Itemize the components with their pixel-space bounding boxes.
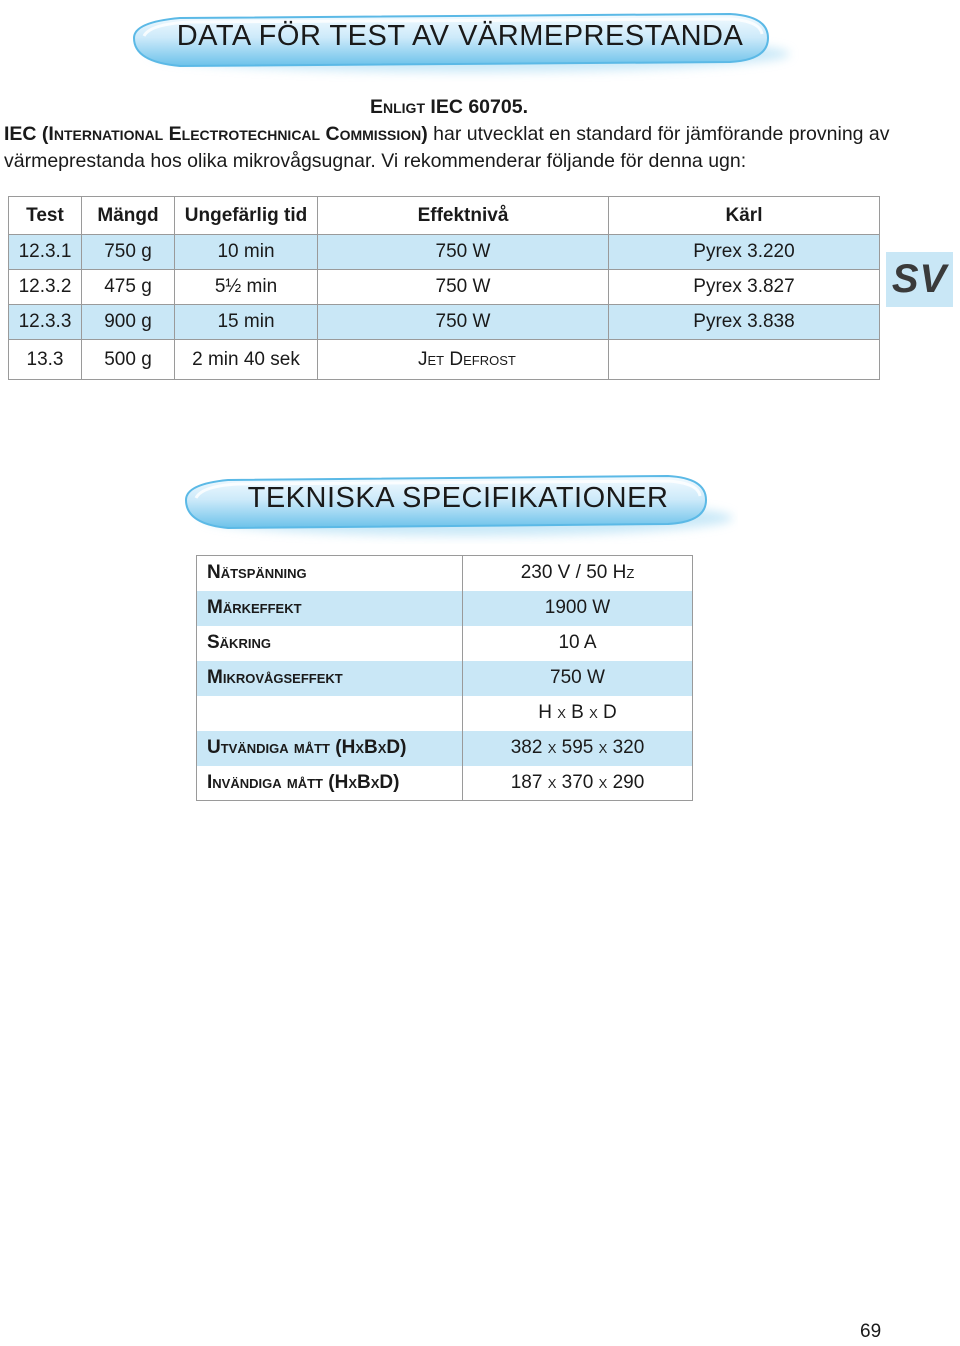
cell-vessel: Pyrex 3.220 [609,235,880,270]
spec-label: Märkeffekt [197,591,463,626]
spec-label: Utvändiga mått (HxBxD) [197,731,463,766]
intro-body: har utvecklat en standard för jämförande provning av värmeprestanda hos olika mikrovågsugnar. Vi rekommenderar följande för denna ugn: [4,123,890,172]
table-row [197,696,693,731]
spec-label [197,696,463,731]
table-row [197,591,693,626]
intro-text [4,121,894,175]
header-vessel: Kärl [609,197,880,235]
language-tab [886,252,953,307]
intro-paragraph [4,94,894,175]
cell-time: 10 min [175,235,318,270]
cell-amount: 475 g [82,270,175,305]
cell-amount: 500 g [82,340,175,380]
spec-value: H x B x D [463,696,693,731]
header-power-level: Effektnivå [318,197,609,235]
table-row [9,340,880,380]
spec-label: Säkring [197,626,463,661]
spec-label: Invändiga mått (HxBxD) [197,766,463,801]
spec-label: Nätspänning [197,556,463,591]
cell-time: 5½ min [175,270,318,305]
table-row [197,626,693,661]
header-amount: Mängd [82,197,175,235]
table-row [9,270,880,305]
table-row [197,556,693,591]
spec-value: 382 x 595 x 320 [463,731,693,766]
cell-vessel: Pyrex 3.827 [609,270,880,305]
cell-power: 750 W [318,270,609,305]
table-row [197,661,693,696]
cell-test: 12.3.2 [9,270,82,305]
spec-value: 230 V / 50 Hz [463,556,693,591]
table-row [9,305,880,340]
page-number: 69 [860,1321,882,1342]
table-row [197,731,693,766]
header-time: Ungefärlig tid [175,197,318,235]
table-row [197,766,693,801]
section-title: TEKNISKA SPECIFIKATIONER [247,482,669,514]
spec-value: 10 A [463,626,693,661]
table-header-row [9,197,880,235]
spec-value: 187 x 370 x 290 [463,766,693,801]
header-test: Test [9,197,82,235]
spec-value: 1900 W [463,591,693,626]
section-banner-specs [178,468,738,544]
cell-test: 13.3 [9,340,82,380]
org-name: IEC (International Electrotechnical Commission) [4,123,428,145]
cell-amount: 750 g [82,235,175,270]
cell-vessel [609,340,880,380]
cell-power: Jet Defrost [318,340,609,380]
cell-power: 750 W [318,235,609,270]
cell-power: 750 W [318,305,609,340]
cell-time: 2 min 40 sek [175,340,318,380]
cell-vessel: Pyrex 3.838 [609,305,880,340]
cell-amount: 900 g [82,305,175,340]
spec-table [196,555,693,801]
table-row [9,235,880,270]
standard-reference: Enligt IEC 60705. [370,96,528,118]
test-table [8,196,880,380]
section-banner-test-data [120,6,800,82]
spec-label: Mikrovågseffekt [197,661,463,696]
cell-test: 12.3.3 [9,305,82,340]
page-title: DATA FÖR TEST AV VÄRMEPRESTANDA [176,20,744,52]
language-label: SV [891,257,948,301]
cell-time: 15 min [175,305,318,340]
spec-value: 750 W [463,661,693,696]
cell-test: 12.3.1 [9,235,82,270]
